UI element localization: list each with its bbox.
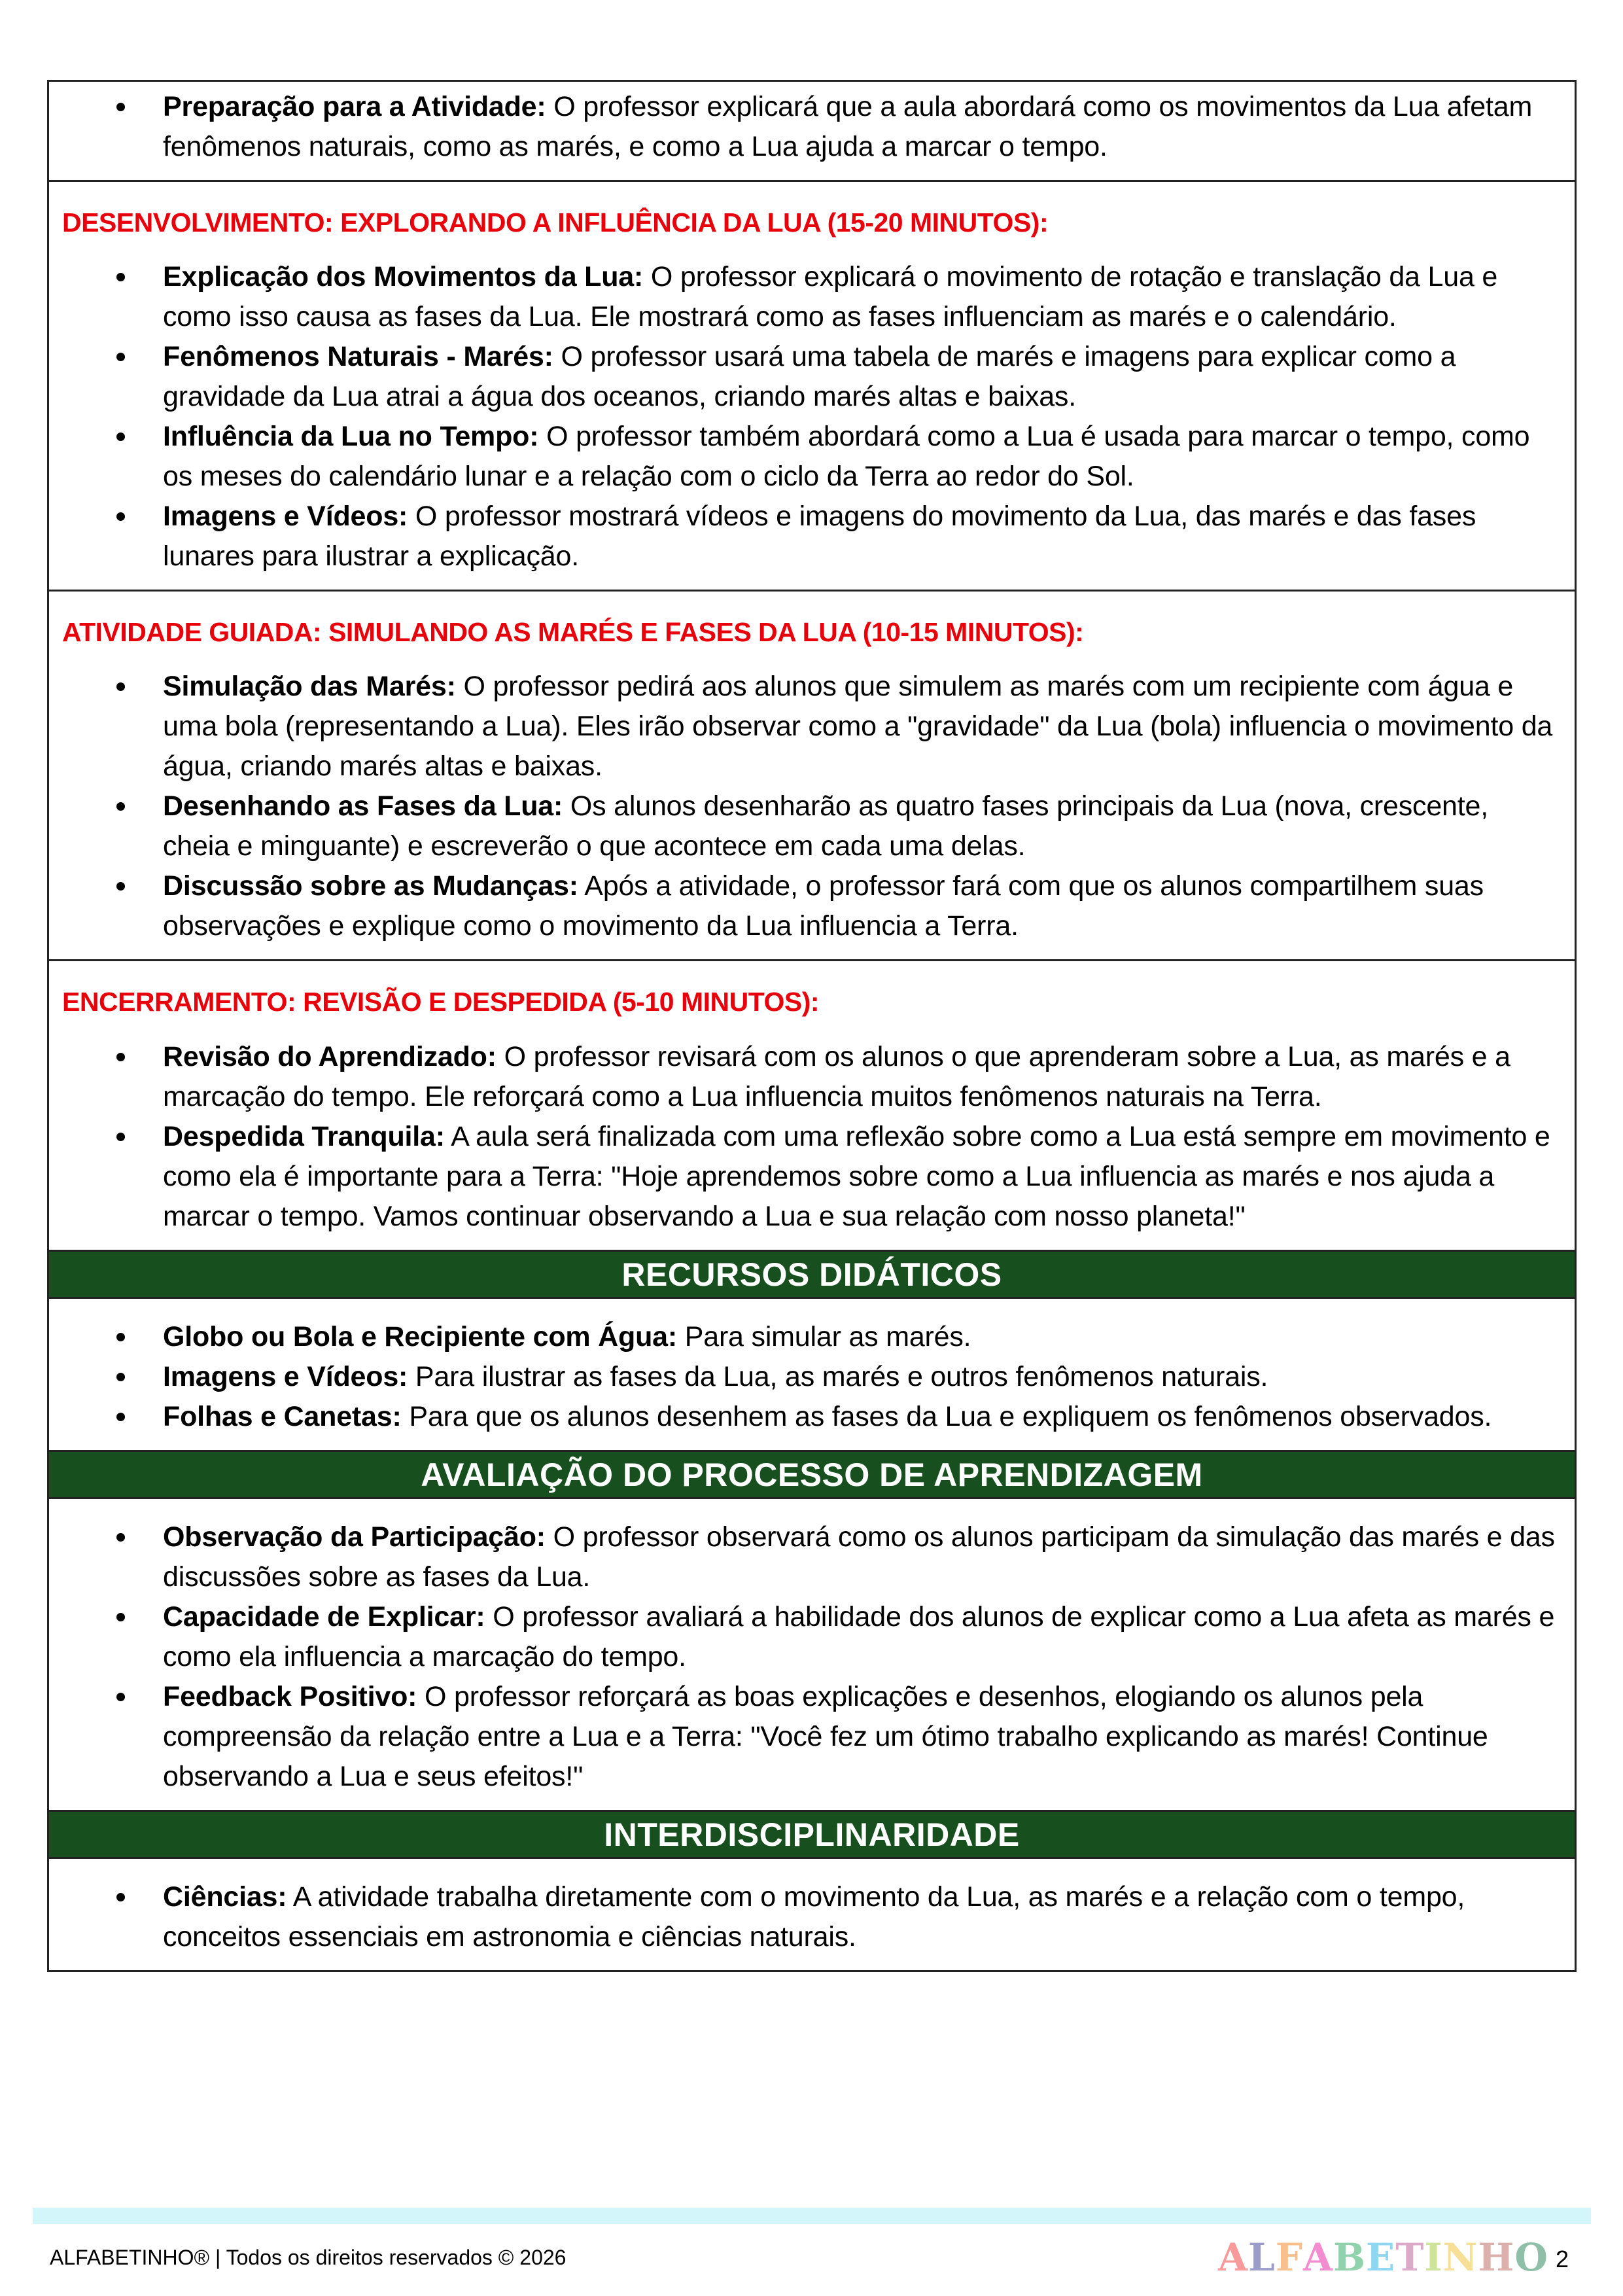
section-title: DESENVOLVIMENTO: EXPLORANDO A INFLUÊNCIA DA LUA (15-20 MINUTOS): <box>62 207 1049 238</box>
item-label: Observação da Participação: <box>163 1521 546 1553</box>
bullet-icon <box>116 882 125 891</box>
alfabetinho-logo <box>1218 2235 1548 2280</box>
list-item <box>49 1517 1575 1597</box>
list-item <box>49 667 1575 786</box>
section-avaliacao <box>49 1499 1575 1812</box>
list-item <box>49 1037 1575 1117</box>
bullet-icon <box>116 1533 125 1542</box>
bullet-list <box>49 87 1575 167</box>
logo-letter: A <box>1218 2235 1249 2280</box>
section-preparacao <box>49 82 1575 182</box>
logo-letter: F <box>1275 2235 1303 2280</box>
item-label: Globo ou Bola e Recipiente com Água: <box>163 1320 677 1352</box>
bullet-list <box>49 1037 1575 1237</box>
section-header-interdisciplinaridade: INTERDISCIPLINARIDADE <box>49 1812 1575 1859</box>
section-title: ATIVIDADE GUIADA: SIMULANDO AS MARÉS E FASES DA LUA (10-15 MINUTOS): <box>62 617 1084 648</box>
bullet-list <box>49 667 1575 946</box>
list-item <box>49 417 1575 497</box>
page-number: 2 <box>1556 2246 1569 2272</box>
item-label: Revisão do Aprendizado: <box>163 1040 497 1072</box>
bullet-list <box>49 1877 1575 1957</box>
list-item <box>49 1677 1575 1797</box>
list-item <box>49 1877 1575 1957</box>
section-desenvolvimento <box>49 182 1575 592</box>
footer-copyright: ALFABETINHO® | Todos os direitos reservados © 2026 <box>50 2246 567 2269</box>
bullet-icon <box>116 1413 125 1421</box>
bullet-icon <box>116 802 125 811</box>
logo-letter: O <box>1514 2235 1548 2280</box>
item-label: Ciências: <box>163 1881 287 1913</box>
item-text: A atividade trabalha diretamente com o movimento da Lua, as marés e a relação com o tempo, conceitos essenciais em astronomia e ciências naturais. <box>163 1881 1465 1952</box>
logo-letter: A <box>1302 2235 1333 2280</box>
item-text: A aula será finalizada com uma reflexão sobre como a Lua está sempre em movimento e como ela é importante para a Terra: "Hoje aprendemos sobre como a Lua influencia as marés e nos ajuda a marcar o tempo. Vamos continuar observando a Lua e sua relação com nosso planeta!" <box>163 1120 1550 1232</box>
bullet-list <box>49 257 1575 576</box>
logo-letter: N <box>1442 2235 1478 2280</box>
list-item <box>49 1317 1575 1357</box>
bullet-icon <box>116 1893 125 1901</box>
list-item <box>49 1117 1575 1237</box>
list-item <box>49 497 1575 576</box>
bullet-icon <box>116 1053 125 1061</box>
item-text: Para simular as marés. <box>677 1320 971 1352</box>
logo-letter: E <box>1366 2235 1396 2280</box>
item-label: Fenômenos Naturais - Marés: <box>163 341 553 373</box>
section-title: ENCERRAMENTO: REVISÃO E DESPEDIDA (5-10 MINUTOS): <box>62 987 820 1017</box>
list-item <box>49 337 1575 417</box>
list-item <box>49 786 1575 866</box>
bullet-icon <box>116 512 125 521</box>
bullet-list <box>49 1317 1575 1437</box>
list-item <box>49 1357 1575 1397</box>
item-text: O professor também abordará como a Lua é usada para marcar o tempo, como os meses do calendário lunar e a relação com o ciclo da Terra ao redor do Sol. <box>163 421 1530 493</box>
footer-band <box>33 2208 1591 2224</box>
bullet-icon <box>116 353 125 361</box>
lesson-plan-table <box>47 80 1577 1972</box>
item-label: Preparação para a Atividade: <box>163 91 546 122</box>
item-label: Feedback Positivo: <box>163 1680 417 1712</box>
item-text: O professor observará como os alunos participam da simulação das marés e das discussões sobre as fases da Lua. <box>163 1521 1555 1593</box>
item-text: O professor reforçará as boas explicações e desenhos, elogiando os alunos pela compreensão da relação entre a Lua e a Terra: "Você fez um ótimo trabalho explicando as marés! Continue observando a Lua e seus efeitos!" <box>163 1680 1488 1792</box>
item-text: Para ilustrar as fases da Lua, as marés e outros fenômenos naturais. <box>408 1360 1268 1392</box>
item-label: Influência da Lua no Tempo: <box>163 421 539 453</box>
item-text: O professor mostrará vídeos e imagens do movimento da Lua, das marés e das fases lunares para ilustrar a explicação. <box>163 501 1476 573</box>
section-interdisciplinaridade <box>49 1859 1575 1970</box>
logo-letter: L <box>1248 2235 1276 2280</box>
logo-letter: T <box>1395 2235 1425 2280</box>
bullet-icon <box>116 1693 125 1701</box>
item-label: Desenhando as Fases da Lua: <box>163 790 563 822</box>
section-atividade-guiada <box>49 592 1575 961</box>
logo-letter: H <box>1478 2235 1515 2280</box>
bullet-icon <box>116 1613 125 1621</box>
bullet-icon <box>116 1373 125 1381</box>
item-text: O professor pedirá aos alunos que simulem as marés com um recipiente com água e uma bola (representando a Lua). Eles irão observar como a "gravidade" da Lua (bola) influencia o movimento da água, criando marés altas e baixas. <box>163 671 1553 783</box>
item-label: Imagens e Vídeos: <box>163 501 408 533</box>
item-label: Despedida Tranquila: <box>163 1120 445 1152</box>
bullet-list <box>49 1517 1575 1797</box>
item-label: Imagens e Vídeos: <box>163 1360 408 1392</box>
item-label: Capacidade de Explicar: <box>163 1600 485 1633</box>
bullet-icon <box>116 682 125 691</box>
section-recursos <box>49 1299 1575 1452</box>
list-item <box>49 1597 1575 1677</box>
item-text: O professor explicará que a aula abordará como os movimentos da Lua afetam fenômenos naturais, como as marés, e como a Lua ajuda a marcar o tempo. <box>163 91 1533 162</box>
logo-letter: I <box>1424 2235 1443 2280</box>
item-text: O professor revisará com os alunos o que aprenderam sobre a Lua, as marés e a marcação do tempo. Ele reforçará como a Lua influencia muitos fenômenos naturais na Terra. <box>163 1040 1510 1112</box>
item-text: Para que os alunos desenhem as fases da Lua e expliquem os fenômenos observados. <box>401 1400 1492 1432</box>
bullet-icon <box>116 1133 125 1141</box>
section-header-avaliacao: AVALIAÇÃO DO PROCESSO DE APRENDIZAGEM <box>49 1452 1575 1499</box>
item-text: Os alunos desenharão as quatro fases principais da Lua (nova, crescente, cheia e minguante) e escreverão o que acontece em cada uma delas. <box>163 790 1488 862</box>
item-label: Folhas e Canetas: <box>163 1400 402 1432</box>
list-item <box>49 257 1575 337</box>
item-text: O professor avaliará a habilidade dos alunos de explicar como a Lua afeta as marés e como ela influencia a marcação do tempo. <box>163 1600 1555 1672</box>
item-label: Discussão sobre as Mudanças: <box>163 870 578 902</box>
item-label: Explicação dos Movimentos da Lua: <box>163 261 644 293</box>
bullet-icon <box>116 1333 125 1341</box>
section-encerramento <box>49 961 1575 1251</box>
bullet-icon <box>116 103 125 111</box>
section-header-recursos: RECURSOS DIDÁTICOS <box>49 1252 1575 1299</box>
bullet-icon <box>116 433 125 441</box>
item-text: O professor usará uma tabela de marés e imagens para explicar como a gravidade da Lua atrai a água dos oceanos, criando marés altas e baixas. <box>163 341 1456 413</box>
logo-letter: B <box>1333 2235 1367 2280</box>
bullet-icon <box>116 273 125 281</box>
item-text: Após a atividade, o professor fará com que os alunos compartilhem suas observações e explique como o movimento da Lua influencia a Terra. <box>163 870 1484 942</box>
item-label: Simulação das Marés: <box>163 671 456 703</box>
list-item <box>49 866 1575 946</box>
item-text: O professor explicará o movimento de rotação e translação da Lua e como isso causa as fases da Lua. Ele mostrará como as fases influenciam as marés e o calendário. <box>163 261 1498 333</box>
list-item <box>49 87 1575 167</box>
list-item <box>49 1397 1575 1437</box>
